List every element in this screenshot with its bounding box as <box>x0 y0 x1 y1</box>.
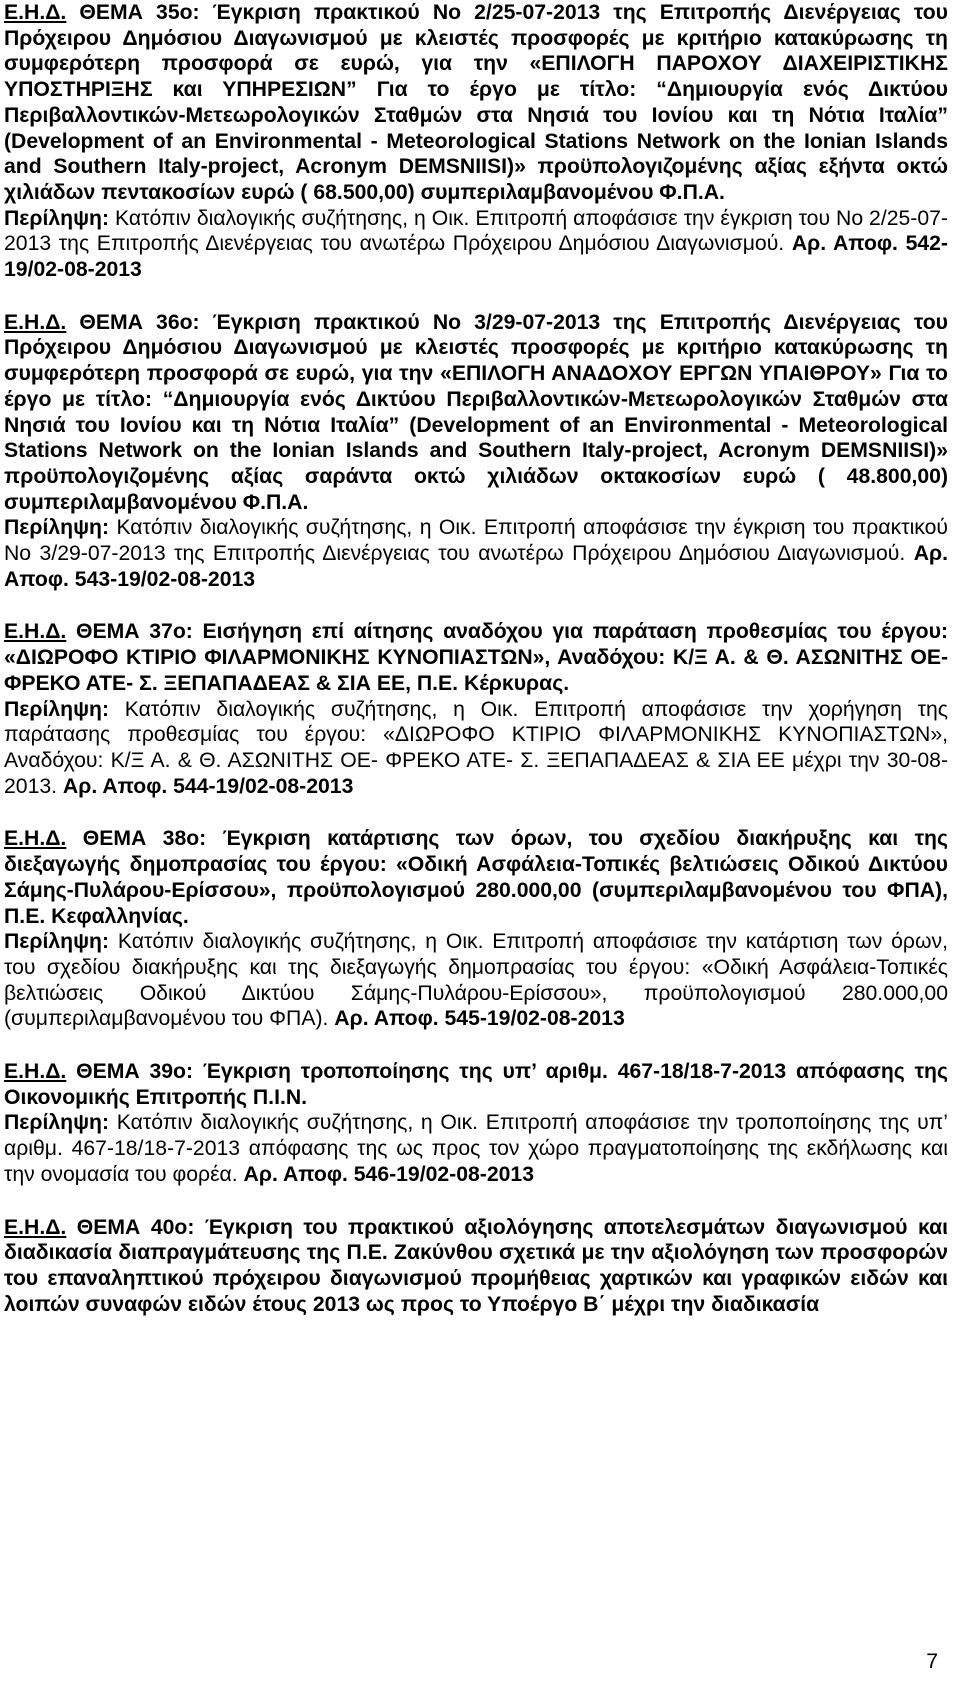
summary-text: Κατόπιν διαλογικής συζήτησης, η Οικ. Επιτροπή αποφάσισε την χορήγηση της παράτασης προθεσμίας του έργου: «ΔΙΩΡΟΦΟ ΚΤΙΡΙΟ ΦΙΛΑΡΜΟΝΙΚΗΣ ΚΥΝΟΠΙΑΣΤΩΝ», Αναδόχου: Κ/Ξ Α. & Θ. ΑΣΩΝΙΤΗΣ ΟΕ- ΦΡΕΚΟ ΑΤΕ- Σ. ΞΕΠΑΠΑΔΕΑΣ & ΣΙΑ ΕΕ μέχρι την 30-08-2013. <box>4 697 948 798</box>
decision-number: Αρ. Αποφ. 545-19/02-08-2013 <box>334 1007 625 1031</box>
summary-label: Περίληψη: <box>4 930 118 954</box>
item-heading <box>4 1059 948 1110</box>
summary-text: Κατόπιν διαλογικής συζήτησης, η Οικ. Επιτροπή αποφάσισε την έγκριση του Νο 2/25-07-2013 της Επιτροπής Διενέργειας του ανωτέρω Πρόχειρου Δημόσιου Διαγωνισμού. <box>4 206 948 256</box>
item-heading <box>4 619 948 696</box>
item-summary <box>4 515 948 592</box>
decision-number: Αρ. Αποφ. 544-19/02-08-2013 <box>62 774 354 798</box>
decision-number: Αρ. Αποφ. 542-19/02-08-2013 <box>4 232 948 282</box>
document-body <box>4 0 948 1344</box>
item-title: ΘΕΜΑ 36ο: Έγκριση πρακτικού Νο 3/29-07-2013 της Επιτροπής Διενέργειας του Πρόχειρου Δημόσιου Διαγωνισμού με κλειστές προσφορές με κριτήριο κατακύρωσης τη συμφερότερη προσφορά σε ευρώ, για την «ΕΠΙΛΟΓΗ ΑΝΑΔΟΧΟΥ ΕΡΓΩΝ ΥΠΑΙΘΡΟΥ» Για το έργο με τίτλο: “Δημιουργία ενός Δικτύου Περιβαλλοντικών-Μετεωρολογικών Σταθμών στα Νησιά του Ιονίου και τη Νότια Ιταλία” (Development of an Environmental - Meteorological Stations Network on the Ionian Islands and Southern Italy-project, Acronym DEMSNIISI)» προϋπολογιζομένης αξίας σαράντα οκτώ χιλιάδων οκτακοσίων ευρώ ( 48.800,00) συμπεριλαμβανομένου Φ.Π.Α. <box>4 310 948 514</box>
item-title: ΘΕΜΑ 39ο: Έγκριση τροποποίησης της υπ’ αριθμ. 467-18/18-7-2013 απόφασης της Οικονομικής Επιτροπής Π.Ι.Ν. <box>4 1060 948 1109</box>
item-prefix: Ε.Η.Δ. <box>4 310 67 334</box>
item-summary <box>4 929 948 1032</box>
item-heading <box>4 0 948 206</box>
item-prefix: Ε.Η.Δ. <box>4 1215 67 1239</box>
decision-number: Αρ. Αποφ. 543-19/02-08-2013 <box>4 542 948 591</box>
item-prefix: Ε.Η.Δ. <box>4 1 67 24</box>
decision-number: Αρ. Αποφ. 546-19/02-08-2013 <box>243 1162 534 1186</box>
summary-label: Περίληψη: <box>4 516 117 540</box>
item-heading <box>4 826 948 929</box>
item-prefix: Ε.Η.Δ. <box>4 1060 67 1084</box>
item-heading <box>4 1215 948 1318</box>
agenda-item-36 <box>4 310 948 593</box>
item-title: ΘΕΜΑ 40ο: Έγκριση του πρακτικού αξιολόγησης αποτελεσμάτων διαγωνισμού και διαδικασία διαπραγμάτευσης της Π.Ε. Ζακύνθου σχετικά με την αξιολόγηση των προσφορών του επαναληπτικού πρόχειρου διαγωνισμού προμήθειας χαρτικών και γραφικών ειδών και λοιπών συναφών ειδών έτους 2013 ως προς το Υποέργο Β΄ μέχρι την διαδικασία <box>4 1215 948 1316</box>
item-title: ΘΕΜΑ 38ο: Έγκριση κατάρτισης των όρων, του σχεδίου διακήρυξης και της διεξαγωγής δημοπρασίας του έργου: «Οδική Ασφάλεια-Τοπικές βελτιώσεις Οδικού Δικτύου Σάμης-Πυλάρου-Ερίσσου», προϋπολογισμού 280.000,00 (συμπεριλαμβανομένου του ΦΠΑ), Π.Ε. Κεφαλληνίας. <box>4 827 948 928</box>
item-prefix: Ε.Η.Δ. <box>4 827 67 851</box>
page-number: 7 <box>926 1650 938 1673</box>
summary-text: Κατόπιν διαλογικής συζήτησης, η Οικ. Επιτροπή αποφάσισε την κατάρτιση των όρων, του σχεδίου διακήρυξης και της διεξαγωγής δημοπρασίας του έργου: «Οδική Ασφάλεια-Τοπικές βελτιώσεις Οδικού Δικτύου Σάμης-Πυλάρου-Ερίσσου», προϋπολογισμού 280.000,00 (συμπεριλαμβανομένου του ΦΠΑ). <box>4 930 948 1031</box>
item-heading <box>4 310 948 516</box>
agenda-item-39 <box>4 1059 948 1188</box>
item-summary <box>4 1110 948 1187</box>
item-title: ΘΕΜΑ 35ο: Έγκριση πρακτικού Νο 2/25-07-2013 της Επιτροπής Διενέργειας του Πρόχειρου Δημόσιου Διαγωνισμού με κλειστές προσφορές με κριτήριο κατακύρωσης τη συμφερότερη προσφορά σε ευρώ, για την «ΕΠΙΛΟΓΗ ΠΑΡΟΧΟΥ ΔΙΑΧΕΙΡΙΣΤΙΚΗΣ ΥΠΟΣΤΗΡΙΞΗΣ και ΥΠΗΡΕΣΙΩΝ” Για το έργο με τίτλο: “Δημιουργία ενός Δικτύου Περιβαλλοντικών-Μετεωρολογικών Σταθμών στα Νησιά του Ιονίου και τη Νότια Ιταλία” (Development of an Environmental - Meteorological Stations Network on the Ionian Islands and Southern Italy-project, Acronym DEMSNIISI)» προϋπολογιζομένης αξίας εξήντα οκτώ χιλιάδων πεντακοσίων ευρώ ( 68.500,00) συμπεριλαμβανομένου Φ.Π.Α. <box>4 1 948 204</box>
summary-label: Περίληψη: <box>4 206 115 230</box>
agenda-item-40 <box>4 1215 948 1318</box>
agenda-item-37 <box>4 619 948 799</box>
item-summary <box>4 697 948 800</box>
summary-text: Κατόπιν διαλογικής συζήτησης, η Οικ. Επιτροπή αποφάσισε την έγκριση του πρακτικού Νο 3/29-07-2013 της Επιτροπής Διενέργειας του ανωτέρω Πρόχειρου Δημόσιου Διαγωνισμού. <box>4 516 948 566</box>
agenda-item-38 <box>4 826 948 1032</box>
summary-text: Κατόπιν διαλογικής συζήτησης, η Οικ. Επιτροπή αποφάσισε την τροποποίησης της υπ’ αριθμ. 467-18/18-7-2013 απόφασης της ως προς τον χώρο πραγματοποίησης της εκδήλωσης και την ονομασία του φορέα. <box>4 1111 948 1186</box>
item-summary <box>4 206 948 283</box>
summary-label: Περίληψη: <box>4 1111 117 1135</box>
item-prefix: Ε.Η.Δ. <box>4 620 67 644</box>
agenda-item-35 <box>4 0 948 283</box>
item-title: ΘΕΜΑ 37ο: Εισήγηση επί αίτησης αναδόχου για παράταση προθεσμίας του έργου: «ΔΙΩΡΟΦΟ ΚΤΙΡΙΟ ΦΙΛΑΡΜΟΝΙΚΗΣ ΚΥΝΟΠΙΑΣΤΩΝ», Αναδόχου: Κ/Ξ Α. & Θ. ΑΣΩΝΙΤΗΣ ΟΕ- ΦΡΕΚΟ ΑΤΕ- Σ. ΞΕΠΑΠΑΔΕΑΣ & ΣΙΑ ΕΕ, Π.Ε. Κέρκυρας. <box>4 620 948 695</box>
summary-label: Περίληψη: <box>4 697 125 721</box>
